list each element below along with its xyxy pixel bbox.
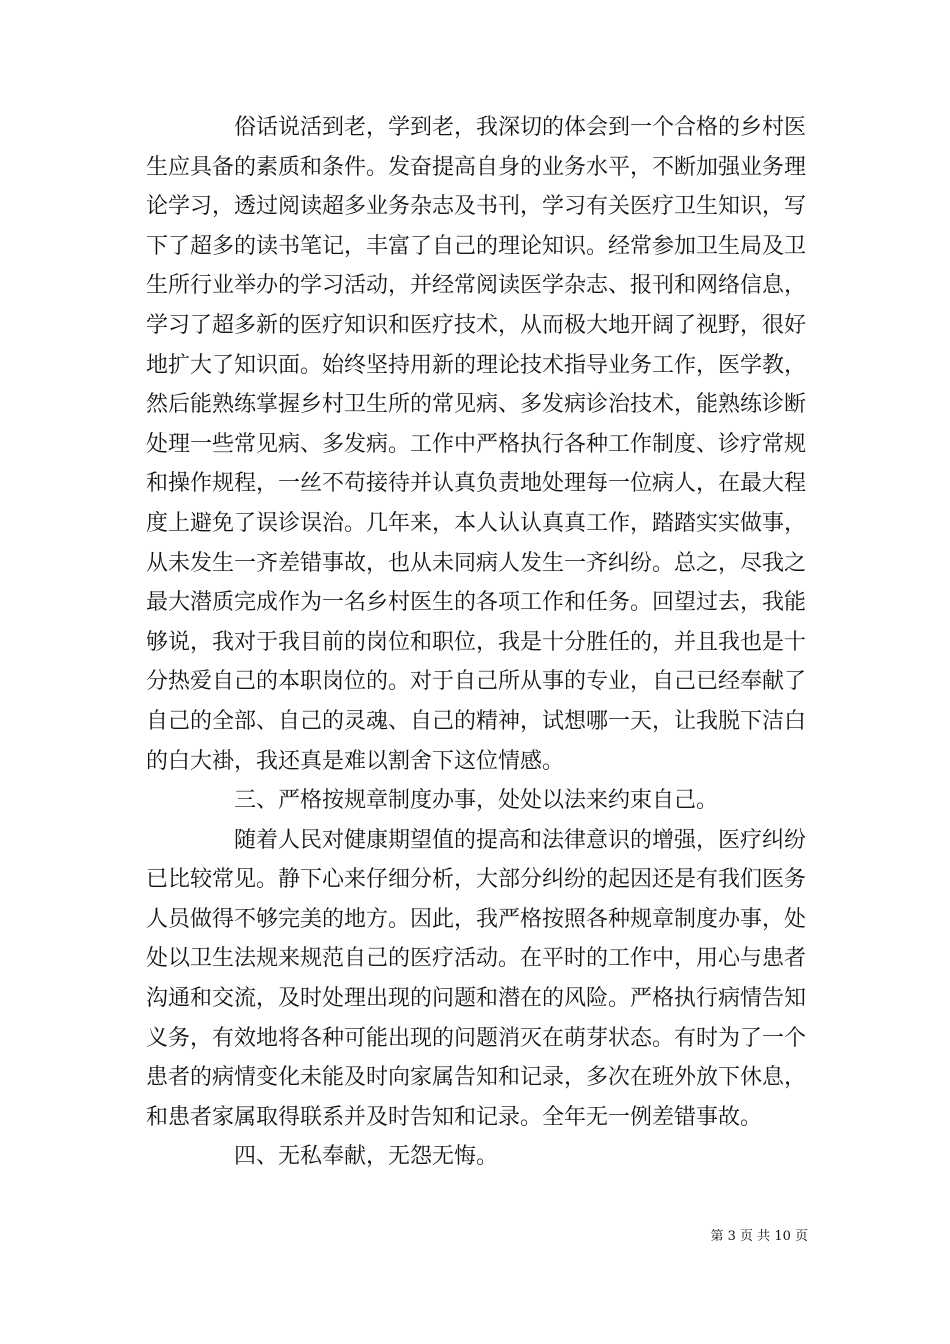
page-number-footer: 第 3 页 共 10 页	[710, 1229, 808, 1244]
body-paragraph: 俗话说活到老，学到老，我深切的体会到一个合格的乡村医生应具备的素质和条件。发奋提高自身的业务水平，不断加强业务理论学习，透过阅读超多业务杂志及书刊，学习有关医疗卫生知识，写下了超多的读书笔记，丰富了自己的理论知识。经常参加卫生局及卫生所行业举办的学习活动，并经常阅读医学杂志、报刊和网络信息，学习了超多新的医疗知识和医疗技术，从而极大地开阔了视野，很好地扩大了知识面。始终坚持用新的理论技术指导业务工作，医学教，然后能熟练掌握乡村卫生所的常见病、多发病诊治技术，能熟练诊断处理一些常见病、多发病。工作中严格执行各种工作制度、诊疗常规和操作规程，一丝不苟接待并认真负责地处理每一位病人，在最大程度上避免了误诊误治。几年来，本人认认真真工作，踏踏实实做事，从未发生一齐差错事故，也从未同病人发生一齐纠纷。总之，尽我之最大潜质完成作为一名乡村医生的各项工作和任务。回望过去，我能够说，我对于我目前的岗位和职位，我是十分胜任的，并且我也是十分热爱自己的本职岗位的。对于自己所从事的专业，自己已经奉献了自己的全部、自己的灵魂、自己的精神，试想哪一天，让我脱下洁白的白大褂，我还真是难以割舍下这位情感。	[146, 115, 807, 774]
section-heading: 四、无私奉献，无怨无悔。	[234, 1144, 499, 1170]
body-paragraph: 随着人民对健康期望值的提高和法律意识的增强，医疗纠纷已比较常见。静下心来仔细分析，大部分纠纷的起因还是有我们医务人员做得不够完美的地方。因此，我严格按照各种规章制度办事，处处以卫生法规来规范自己的医疗活动。在平时的工作中，用心与患者沟通和交流，及时处理出现的问题和潜在的风险。严格执行病情告知义务，有效地将各种可能出现的问题消灭在萌芽状态。有时为了一个患者的病情变化未能及时向家属告知和记录，多次在班外放下休息，和患者家属取得联系并及时告知和记录。全年无一例差错事故。	[146, 827, 807, 1130]
document-body	[146, 108, 806, 1177]
section-heading: 三、严格按规章制度办事，处处以法来约束自己。	[234, 788, 719, 814]
